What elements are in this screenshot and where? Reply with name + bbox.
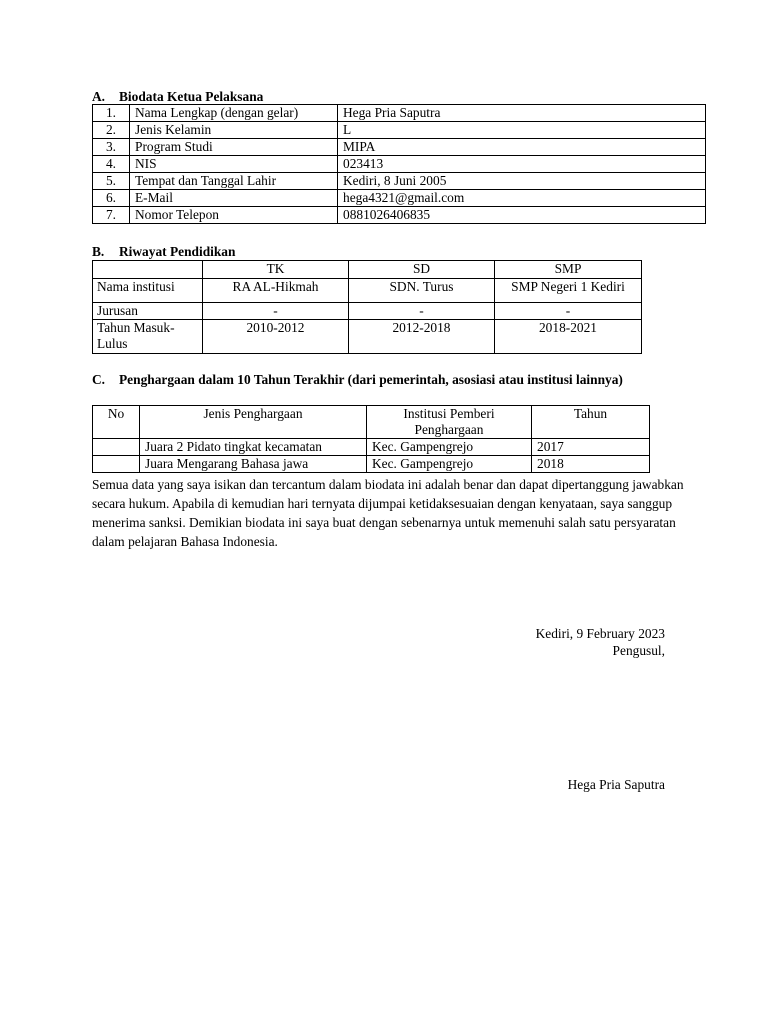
- section-a-letter: A.: [92, 89, 106, 104]
- biodata-row-number: 7.: [93, 207, 130, 224]
- section-c-heading: [92, 371, 672, 388]
- section-b-letter: B.: [92, 244, 105, 259]
- education-header-blank: [93, 261, 203, 279]
- education-row: [93, 279, 642, 303]
- biodata-row-number: 1.: [93, 105, 130, 122]
- awards-header-no: No: [93, 406, 140, 439]
- education-smp-value: SMP Negeri 1 Kediri: [495, 279, 642, 303]
- education-header-row: [93, 261, 642, 279]
- section-a-title: Biodata Ketua Pelaksana: [119, 89, 264, 104]
- awards-row: [93, 439, 650, 456]
- education-tk-value: 2010-2012: [203, 320, 349, 354]
- biodata-row-number: 2.: [93, 122, 130, 139]
- biodata-row-number: 3.: [93, 139, 130, 156]
- education-table: [92, 260, 642, 354]
- award-institution: Kec. Gampengrejo: [367, 456, 532, 473]
- education-header-smp: SMP: [495, 261, 642, 279]
- biodata-row-value: L: [338, 122, 706, 139]
- awards-header-row: [93, 406, 650, 439]
- biodata-row: [93, 139, 706, 156]
- section-c-title: Penghargaan dalam 10 Tahun Terakhir (dari pemerintah, asosiasi atau institusi lainnya): [119, 372, 623, 387]
- award-type: Juara Mengarang Bahasa jawa: [140, 456, 367, 473]
- signature-name: Hega Pria Saputra: [567, 777, 665, 792]
- biodata-row-value: 023413: [338, 156, 706, 173]
- education-header-sd: SD: [349, 261, 495, 279]
- biodata-row-value: MIPA: [338, 139, 706, 156]
- education-sd-value: 2012-2018: [349, 320, 495, 354]
- biodata-row-label: Jenis Kelamin: [130, 122, 338, 139]
- biodata-row-value: Kediri, 8 Juni 2005: [338, 173, 706, 190]
- biodata-table: [92, 104, 706, 224]
- biodata-row-value: Hega Pria Saputra: [338, 105, 706, 122]
- award-number: [93, 439, 140, 456]
- award-institution: Kec. Gampengrejo: [367, 439, 532, 456]
- biodata-row-label: Tempat dan Tanggal Lahir: [130, 173, 338, 190]
- education-row-label: Tahun Masuk-Lulus: [93, 320, 203, 354]
- awards-header-year: Tahun: [532, 406, 650, 439]
- biodata-row: [93, 190, 706, 207]
- section-b-title: Riwayat Pendidikan: [119, 244, 236, 259]
- section-b-heading: [92, 243, 235, 260]
- awards-table: [92, 405, 650, 473]
- statement-paragraph: Semua data yang saya isikan dan tercantum dalam biodata ini adalah benar dan dapat dipertanggung jawabkan secara hukum. Apabila di kemudian hari ternyata dijumpai ketidaksesuaian dengan kenyataan, saya sanggup menerima sanksi. Demikian biodata ini saya buat dengan sebenarnya untuk memenuhi salah satu persyaratan dalam pelajaran Bahasa Indonesia.: [92, 477, 684, 549]
- biodata-row-number: 5.: [93, 173, 130, 190]
- biodata-row: [93, 207, 706, 224]
- award-year: 2017: [532, 439, 650, 456]
- biodata-row-number: 4.: [93, 156, 130, 173]
- education-sd-value: SDN. Turus: [349, 279, 495, 303]
- education-row-label: Nama institusi: [93, 279, 203, 303]
- biodata-row-label: Program Studi: [130, 139, 338, 156]
- award-type: Juara 2 Pidato tingkat kecamatan: [140, 439, 367, 456]
- email-value: hega4321@gmail.com: [338, 190, 706, 207]
- education-row: [93, 303, 642, 320]
- signature-role: Pengusul,: [612, 643, 665, 658]
- section-a-heading: [92, 88, 263, 105]
- biodata-row-label: Nomor Telepon: [130, 207, 338, 224]
- education-header-tk: TK: [203, 261, 349, 279]
- biodata-row-label: E-Mail: [130, 190, 338, 207]
- education-sd-value: -: [349, 303, 495, 320]
- biodata-row: [93, 156, 706, 173]
- signature-place-date: Kediri, 9 February 2023: [535, 626, 665, 641]
- biodata-row-label: NIS: [130, 156, 338, 173]
- education-row-label: Jurusan: [93, 303, 203, 320]
- awards-row: [93, 456, 650, 473]
- award-year: 2018: [532, 456, 650, 473]
- biodata-row: [93, 105, 706, 122]
- education-smp-value: 2018-2021: [495, 320, 642, 354]
- biodata-row: [93, 122, 706, 139]
- awards-header-institution: Institusi Pemberi Penghargaan: [367, 406, 532, 439]
- education-tk-value: -: [203, 303, 349, 320]
- education-smp-value: -: [495, 303, 642, 320]
- section-c-letter: C.: [92, 372, 106, 387]
- education-row: [93, 320, 642, 354]
- biodata-row-label: Nama Lengkap (dengan gelar): [130, 105, 338, 122]
- biodata-row-value: 0881026406835: [338, 207, 706, 224]
- education-tk-value: RA AL-Hikmah: [203, 279, 349, 303]
- award-number: [93, 456, 140, 473]
- biodata-row-number: 6.: [93, 190, 130, 207]
- biodata-row: [93, 173, 706, 190]
- awards-header-type: Jenis Penghargaan: [140, 406, 367, 439]
